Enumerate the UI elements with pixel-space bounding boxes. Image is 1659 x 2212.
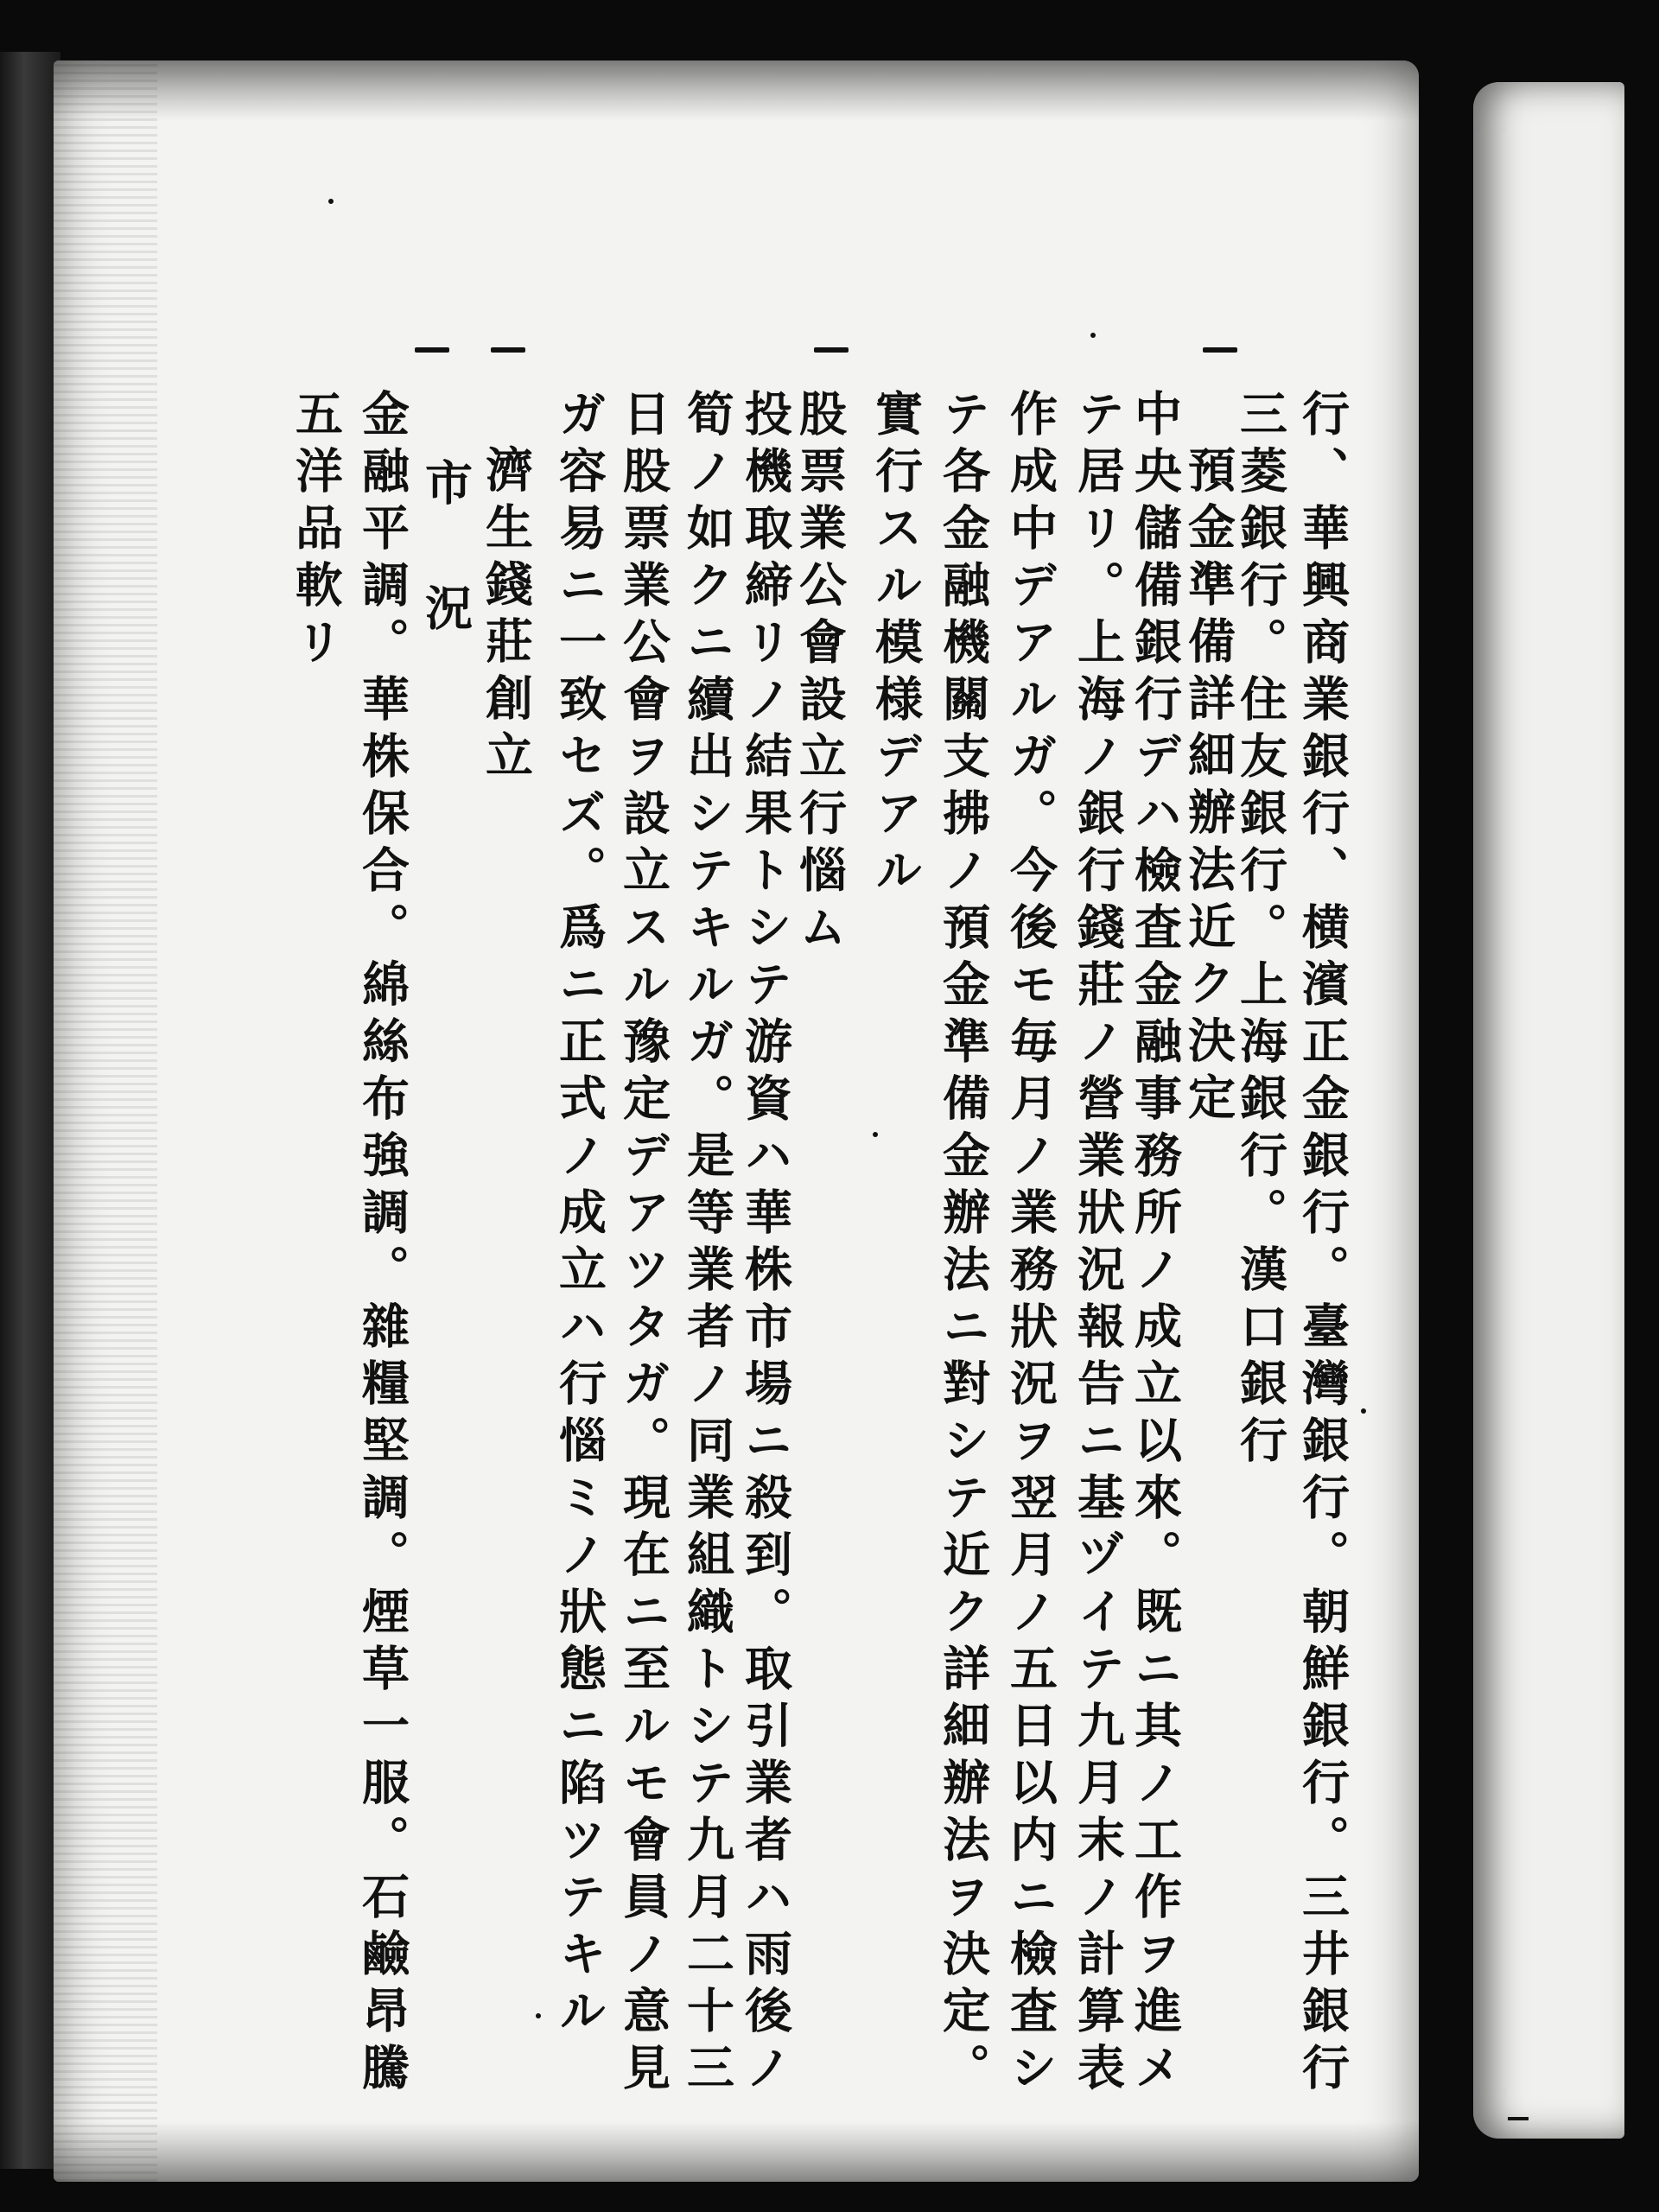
adjacent-page-mark bbox=[1508, 2117, 1529, 2120]
section-heading: 濟生錢莊創立 bbox=[478, 445, 534, 787]
scan-speck bbox=[873, 1132, 878, 1137]
text-column: 實行スル模様デアル bbox=[868, 389, 924, 902]
text-column: 三菱銀行。住友銀行。上海銀行。漢口銀行 bbox=[1232, 389, 1288, 1472]
adjacent-page-edge bbox=[1473, 82, 1624, 2139]
text-column: 日股票業公會ヲ設立スル豫定デアツタガ。現在ニ至ルモ會員ノ意見 bbox=[615, 389, 671, 2100]
section-heading: 股票業公會設立行惱ム bbox=[791, 389, 848, 959]
scan-speck bbox=[328, 199, 334, 204]
text-column: テ各金融機關支拂ノ預金準備金辦法ニ對シテ近ク詳細辦法ヲ決定。 bbox=[935, 389, 991, 2100]
section-marker bbox=[415, 347, 449, 353]
text-column: ガ容易ニ一致セズ。爲ニ正式ノ成立ハ行惱ミノ狀態ニ陷ツテキル bbox=[551, 389, 607, 2043]
text-column: 五洋品軟リ bbox=[288, 389, 344, 674]
scan-speck bbox=[1090, 333, 1096, 338]
page-top-edge bbox=[54, 60, 1419, 121]
text-column: 金融平調。華株保合。綿絲布強調。雜糧堅調。煙草一服。石鹼昂騰 bbox=[354, 389, 410, 2100]
page-bottom-edge bbox=[54, 2121, 1419, 2182]
text-column: 投機取締リノ結果トシテ游資ハ華株市場ニ殺到。取引業者ハ雨後ノ bbox=[737, 389, 793, 2100]
text-column: 中央儲備銀行デハ檢査金融事務所ノ成立以來。既ニ其ノ工作ヲ進メ bbox=[1127, 389, 1183, 2100]
section-marker bbox=[491, 347, 525, 353]
scan-speck bbox=[1361, 1408, 1366, 1414]
section-marker bbox=[814, 347, 849, 353]
scan-speck bbox=[536, 2013, 541, 2018]
text-column: テ居リ。上海ノ銀行錢莊ノ營業狀況報告ニ基ヅイテ九月末ノ計算表 bbox=[1070, 389, 1126, 2100]
section-marker bbox=[1203, 347, 1237, 353]
text-column: 作成中デアルガ。今後モ毎月ノ業務狀況ヲ翌月ノ五日以内ニ檢査シ bbox=[1002, 389, 1058, 2100]
text-column: 行、華興商業銀行、横濱正金銀行。臺灣銀行。朝鮮銀行。三井銀行 bbox=[1294, 389, 1351, 2100]
section-heading: 預金準備詳細辦法近ク決定 bbox=[1180, 445, 1236, 1129]
section-heading: 市況 bbox=[417, 458, 474, 709]
gutter-shadow bbox=[54, 60, 157, 2182]
book-spine bbox=[0, 52, 60, 2169]
text-column: 筍ノ如クニ續出シテキルガ。是等業者ノ同業組織トシテ九月二十三 bbox=[679, 389, 735, 2100]
